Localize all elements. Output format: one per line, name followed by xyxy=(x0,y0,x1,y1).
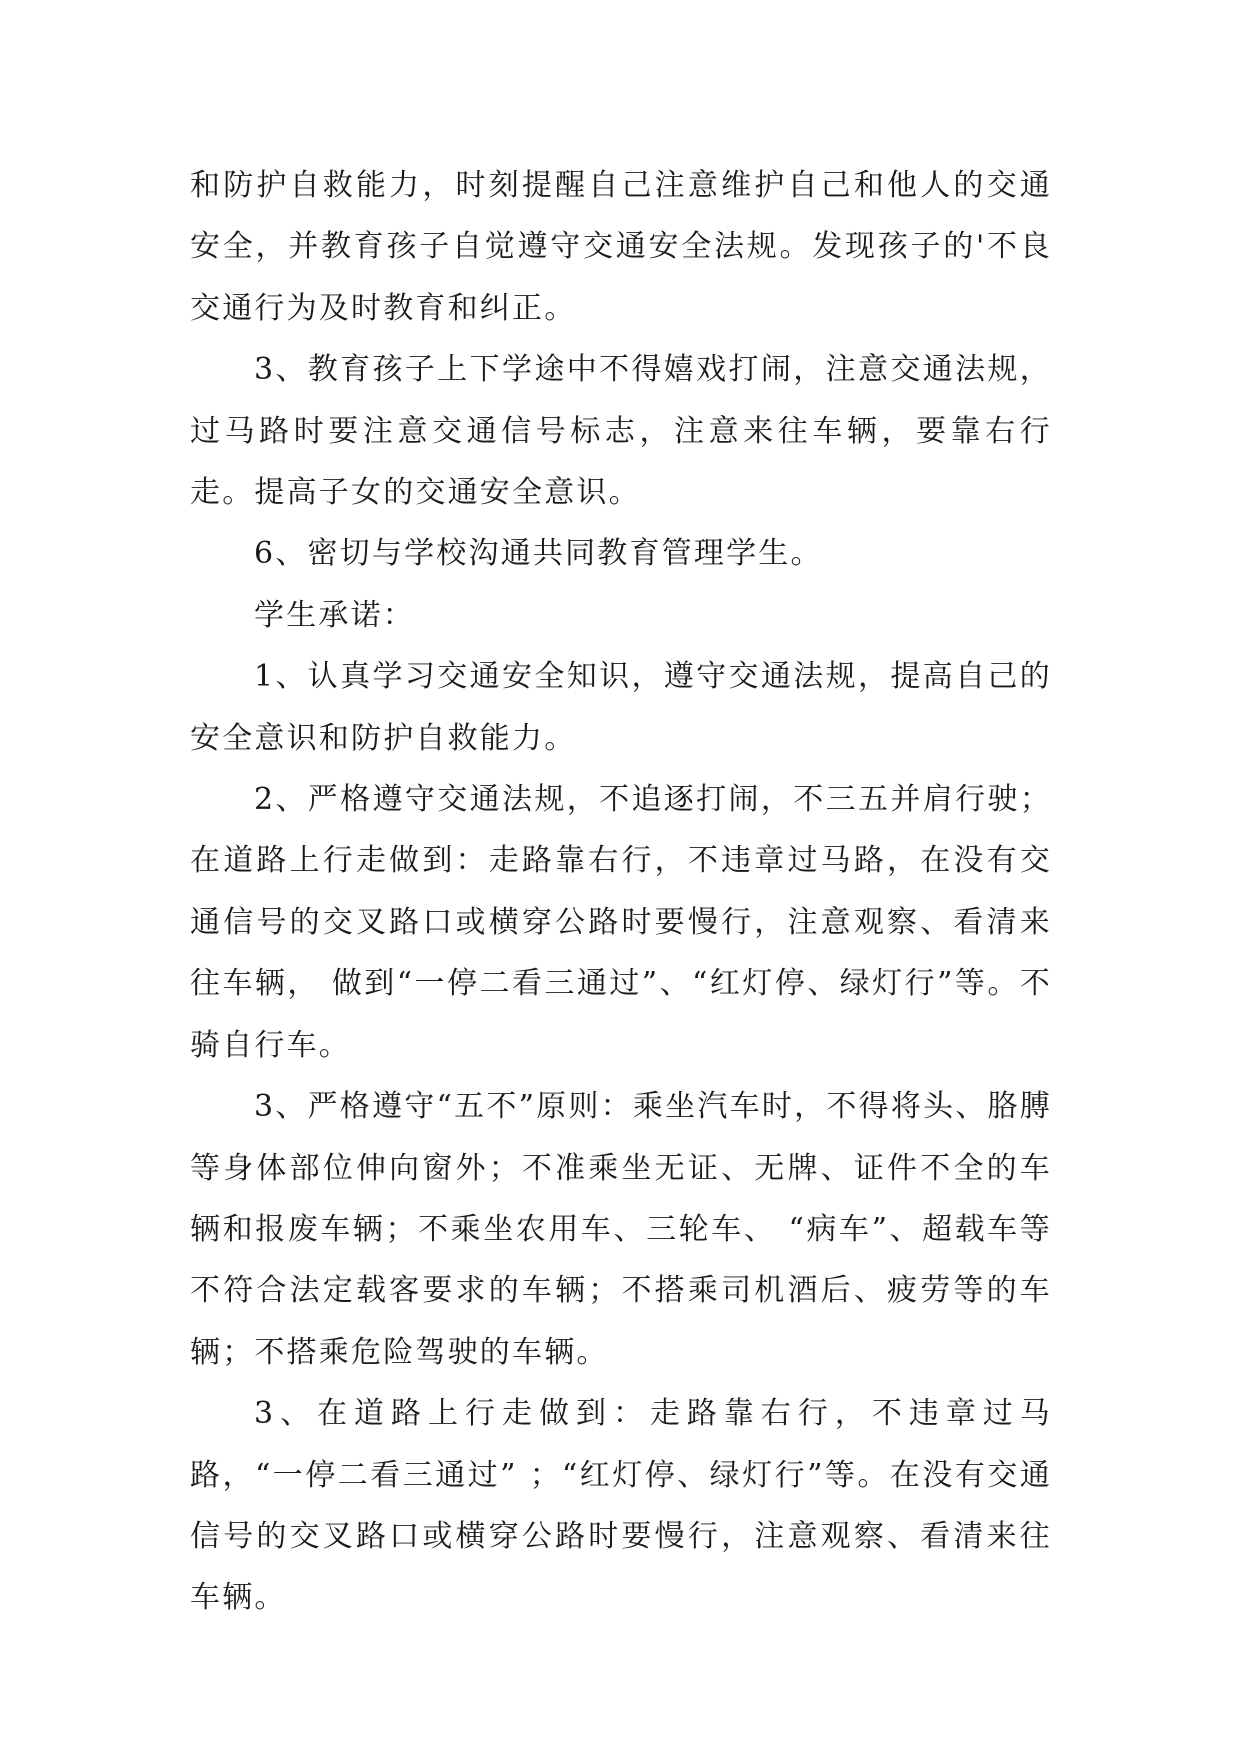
section-heading-student-pledge: 学生承诺： xyxy=(254,597,415,633)
paragraph-student-pledge-1: 1、认真学习交通安全知识，遵守交通法规，提高自己的安全意识和防护自救能力。 xyxy=(190,659,1052,756)
paragraph-parent-duty-6: 6、密切与学校沟通共同教育管理学生。 xyxy=(254,536,823,572)
paragraph-parent-duty-3: 3、教育孩子上下学途中不得嬉戏打闹，注意交通法规，过马路时要注意交通信号标志，注意来往车辆，要靠右行走。提高子女的交通安全意识。 xyxy=(190,352,1052,511)
document-body xyxy=(190,155,1052,1629)
paragraph-parent-duty-continued: 和防护自救能力，时刻提醒自己注意维护自己和他人的交通安全，并教育孩子自觉遵守交通安全法规。发现孩子的'不良交通行为及时教育和纠正。 xyxy=(190,168,1052,326)
paragraph-student-pledge-3a: 3、严格遵守“五不”原则：乘坐汽车时，不得将头、胳膊等身体部位伸向窗外；不准乘坐无证、无牌、证件不全的车辆和报废车辆；不乘坐农用车、三轮车、 “病车”、超载车等不符合法定载客要求的车辆；不搭乘司机酒后、疲劳等的车辆；不搭乘危险驾驶的车辆。 xyxy=(190,1089,1052,1370)
paragraph-student-pledge-2: 2、严格遵守交通法规，不追逐打闹，不三五并肩行驶；在道路上行走做到：走路靠右行，不违章过马路，在没有交通信号的交叉路口或横穿公路时要慢行，注意观察、看清来往车辆， 做到“一停二看三通过”、“红灯停、绿灯行”等。不骑自行车。 xyxy=(190,782,1052,1063)
paragraph-student-pledge-3b: 3、在道路上行走做到：走路靠右行，不违章过马路，“一停二看三通过” ；“红灯停、绿灯行”等。在没有交通信号的交叉路口或横穿公路时要慢行，注意观察、看清来往车辆。 xyxy=(190,1396,1052,1616)
